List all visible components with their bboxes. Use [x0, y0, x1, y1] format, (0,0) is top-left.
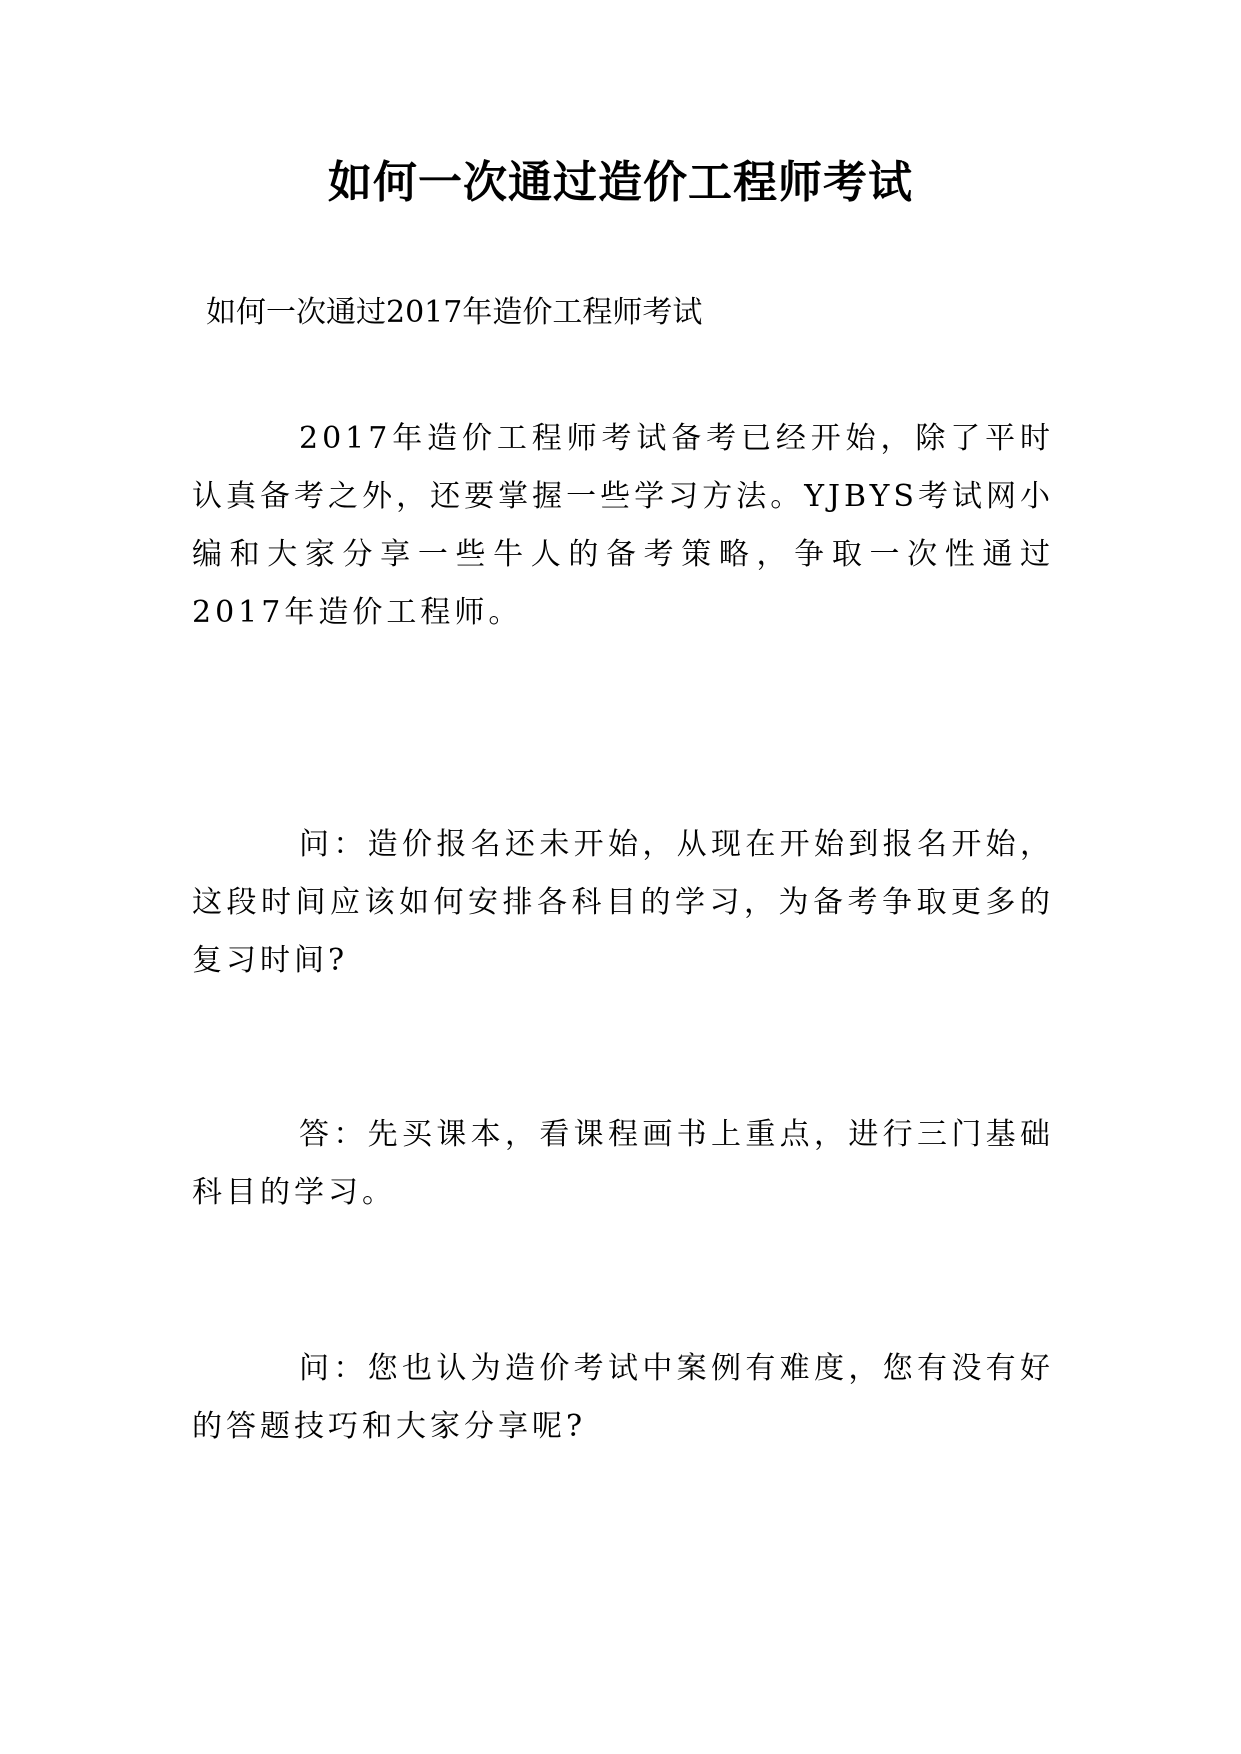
- document-title: 如何一次通过造价工程师考试: [328, 157, 913, 208]
- question-paragraph-2: 问：您也认为造价考试中案例有难度，您有没有好的答题技巧和大家分享呢?: [192, 1351, 1054, 1444]
- question-paragraph-1: 问：造价报名还未开始，从现在开始到报名开始，这段时间应该如何安排各科目的学习，为备考争取更多的复习时间?: [192, 827, 1054, 978]
- document-subtitle: 如何一次通过2017年造价工程师考试: [206, 295, 703, 330]
- answer-paragraph-1: 答：先买课本，看课程画书上重点，进行三门基础科目的学习。: [192, 1117, 1054, 1210]
- intro-paragraph: 2017年造价工程师考试备考已经开始，除了平时认真备考之外，还要掌握一些学习方法。YJBYS考试网小编和大家分享一些牛人的备考策略，争取一次性通过2017年造价工程师。: [192, 421, 1054, 630]
